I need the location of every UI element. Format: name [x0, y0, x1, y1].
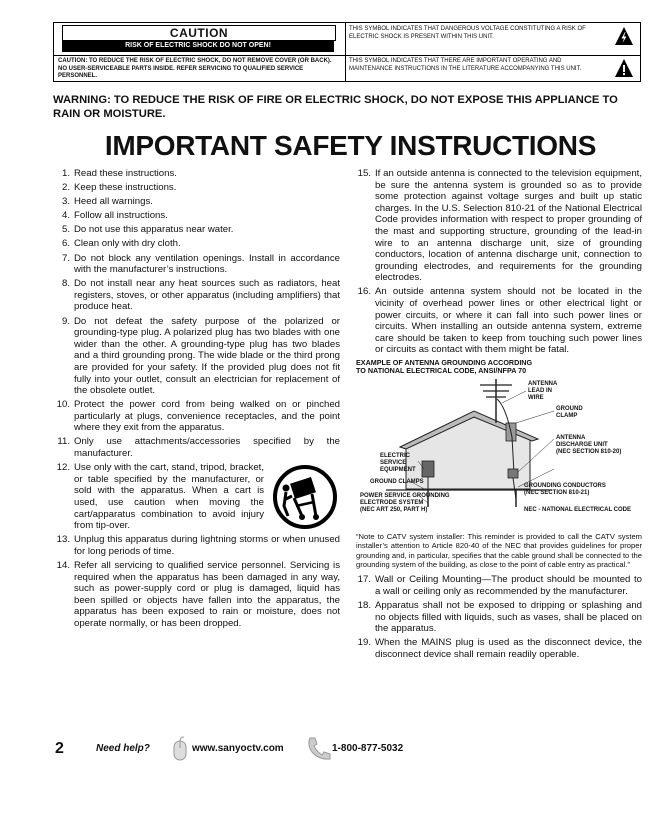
list-item: 5. Do not use this apparatus near water. — [61, 224, 234, 236]
symbol-exclaim-row — [349, 58, 636, 73]
caution-band: RISK OF ELECTRIC SHOCK DO NOT OPEN! — [62, 40, 334, 52]
list-item: 14. Refer all servicing to qualified service personnel. Servicing is required when the apparatus has been damaged in any way, such as power-supply cord or plug is damaged, liquid has been spilled or objects have fallen into the apparatus, the apparatus has been exposed to rain or moisture, does not operate normally, or has been dropped. — [56, 559, 340, 629]
instructions-left-column — [55, 168, 340, 632]
list-item: 12. Use only with the cart, stand, tripod, bracket, or table specified by the manufacturer, or sold with the apparatus. When a cart is used, use caution when moving the cart/apparatus combination to avoid injury from tip-over. — [55, 462, 340, 532]
list-item: 9. Do not defeat the safety purpose of the polarized or grounding-type plug. A polarized plug has two blades with one wider than the other. A grounding-type plug has two blades and a third grounding prong. The wide blade or the third prong are provided for your safety. If the provided plug does not fit fully into your outlet, consult an electrician for replacement of the obsolete outlet. — [61, 315, 340, 397]
instructions-right-column — [356, 168, 642, 663]
symbol-exclaim-text: THIS SYMBOL INDICATES THAT THERE ARE IMPORTANT OPERATING AND MAINTENANCE INSTRUCTIONS IN THE LITERATURE ACCOMPANYING THIS UNIT. — [349, 58, 582, 72]
list-item: 4. Follow all instructions. — [61, 210, 168, 222]
caution-box — [53, 22, 641, 82]
list-item: 1. Read these instructions. — [61, 168, 177, 179]
symbol-divider — [345, 55, 640, 56]
label-lead-in: LEAD IN — [528, 387, 552, 394]
symbol-voltage-row — [349, 26, 636, 41]
label-service: SERVICE — [380, 459, 407, 466]
list-item: 13. Unplug this apparatus during lightning storms or when unused for long periods of time. — [56, 534, 340, 557]
label-discharge-nec: (NEC SECTION 810-20) — [556, 448, 622, 455]
antenna-grounding-diagram — [356, 377, 642, 527]
footer — [55, 740, 475, 762]
list-item: 7. Do not block any ventilation openings. Install in accordance with the manufacturer’s instructions. — [61, 252, 340, 276]
symbol-voltage-text: THIS SYMBOL INDICATES THAT DANGEROUS VOLTAGE CONSTITUTING A RISK OF ELECTRIC SHOCK IS PRESENT WITHIN THIS UNIT. — [349, 26, 586, 40]
list-item: 6. Clean only with dry cloth. — [61, 238, 181, 250]
example-title: EXAMPLE OF ANTENNA GROUNDING ACCORDING TO NATIONAL ELECTRICAL CODE, ANSI/NFPA 70 — [356, 357, 533, 375]
label-discharge-antenna: ANTENNA — [556, 434, 586, 441]
label-power-service: POWER SERVICE GROUNDING — [360, 492, 450, 499]
page-number: 2 — [55, 740, 64, 757]
label-electrode-system: ELECTRODE SYSTEM — [360, 499, 424, 506]
caution-left-panel — [54, 23, 346, 81]
label-conductors-nec: (NEC SECTION 810-21) — [524, 489, 590, 496]
caution-right-panel — [345, 23, 640, 81]
label-electric: ELECTRIC — [380, 452, 410, 459]
caution-text: CAUTION: TO REDUCE THE RISK OF ELECTRIC SHOCK, DO NOT REMOVE COVER (OR BACK). NO USER-SERVICEABLE PARTS INSIDE. REFER SERVICING TO QUALIFIED SERVICE PERSONNEL. — [58, 58, 332, 79]
exclamation-warning-icon — [614, 58, 634, 78]
list-item: 2. Keep these instructions. — [61, 182, 177, 194]
label-clamp: CLAMP — [556, 412, 578, 419]
page-title: IMPORTANT SAFETY INSTRUCTIONS — [104, 130, 597, 161]
warning-text: WARNING: TO REDUCE THE RISK OF FIRE OR ELECTRIC SHOCK, DO NOT EXPOSE THIS APPLIANCE TO RAIN OR MOISTURE. — [53, 94, 618, 120]
label-discharge-unit: DISCHARGE UNIT — [556, 441, 608, 448]
list-item: 17. Wall or Ceiling Mounting—The product should be mounted to a wall or ceiling only as recommended by the manufacturer. — [357, 574, 642, 597]
label-ground-clamps: GROUND CLAMPS — [370, 478, 424, 485]
list-item: 18. Apparatus shall not be exposed to dripping or splashing and no objects filled with liquids, such as vases, shall be placed on the apparatus. — [357, 599, 642, 635]
list-item: 15. If an outside antenna is connected to the television equipment, be sure the antenna system is grounded so as to provide some protection against voltage surges and built up static charges. In the U.S. Selection 810-21 of the National Electrical Code provides information with respect to proper grounding of the mast and supporting structure, grounding of the lead-in wire to an antenna discharge unit, size of grounding conductors, location of antenna discharge unit, connection to grounding electrodes, and requirements for the grounding electrodes. — [357, 168, 642, 284]
list-item: 11. Only use attachments/accessories specified by the manufacturer. — [57, 436, 340, 460]
list-item: 19. When the MAINS plug is used as the disconnect device, the disconnect device shall remain readily operable. — [357, 637, 642, 660]
list-item: 3. Heed all warnings. — [61, 196, 153, 208]
list-item: 16. An outside antenna system should not be located in the vicinity of overhead power lines or other electrical light or power circuits, or where it can fall into such power lines or circuits. When installing an outside antenna system, extreme care should be taken to keep from touching such power lines or circuits as contact with them might be fatal. — [357, 286, 642, 356]
label-conductors: GROUNDING CONDUCTORS — [524, 482, 606, 489]
caution-title: CAUTION — [62, 25, 336, 41]
list-item: 10. Protect the power cord from being walked on or pinched particularly at plugs, convenience receptacles, and the point where they exit from the apparatus. — [56, 399, 340, 434]
label-electrode-nec: (NEC ART 250, PART H) — [360, 506, 428, 513]
caution-divider — [54, 55, 345, 56]
label-nec: NEC - NATIONAL ELECTRICAL CODE — [524, 506, 632, 513]
lightning-warning-icon — [614, 26, 634, 46]
label-antenna: ANTENNA — [528, 380, 558, 387]
label-ground: GROUND — [556, 405, 583, 412]
mouse-icon — [171, 736, 189, 762]
phone-icon — [305, 735, 331, 761]
website-link[interactable]: www.sanyoctv.com — [192, 743, 284, 754]
need-help-text: Need help? — [96, 743, 150, 754]
cart-tipover-warning-icon — [272, 464, 338, 530]
label-equipment: EQUIPMENT — [380, 466, 416, 473]
list-item: 8. Do not install near any heat sources such as radiators, heat registers, stoves, or other apparatus (including amplifiers) that produce heat. — [61, 278, 340, 313]
label-wire: WIRE — [528, 394, 544, 401]
catv-note: “Note to CATV system installer: This reminder is provided to call the CATV system installer’s attention to Article 820-40 of the NEC that provides guidelines for proper grounding and, in particular, specifies that the cable ground shall be connected to the grounding system of the building, as close to the point of cable entry as practical.” — [356, 532, 642, 569]
phone-number[interactable]: 1-800-877-5032 — [332, 743, 404, 754]
